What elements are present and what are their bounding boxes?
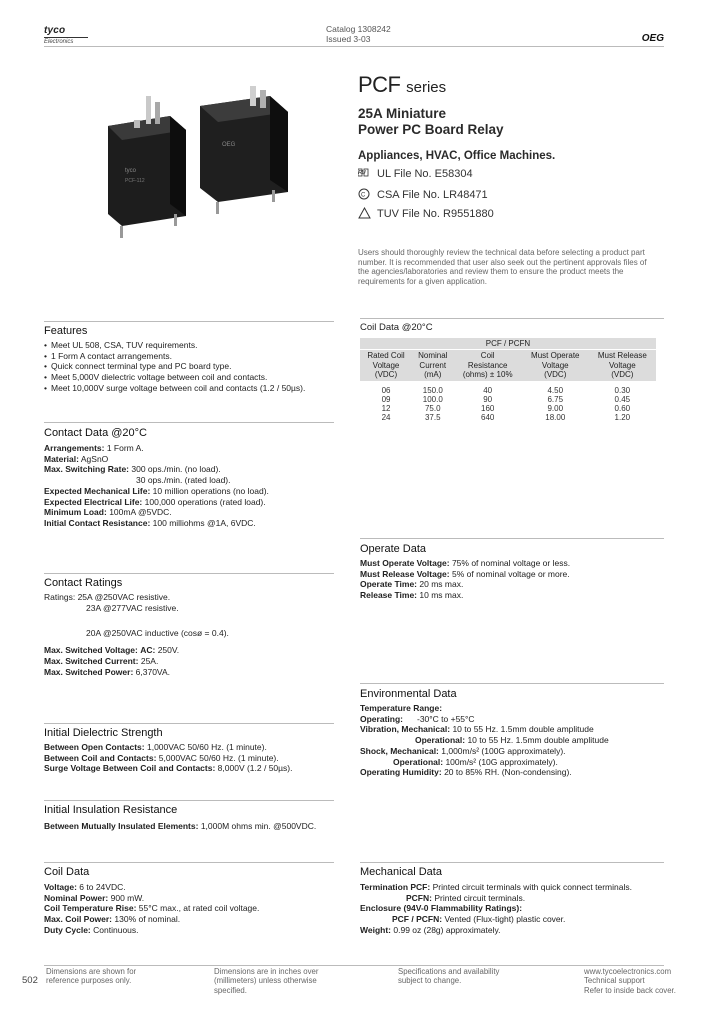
spec-value: 1,000m/s² (100G approximately).: [441, 745, 566, 756]
spec-label: Between Open Contacts:: [44, 742, 145, 752]
table-cell: 640: [481, 413, 495, 423]
spec-label: Max. Switched Power:: [44, 666, 134, 677]
table-cell: 75.0: [424, 404, 441, 414]
coil-table-divider: [360, 318, 664, 319]
table-cell: 9.00: [547, 404, 564, 414]
spec-label: AC:: [140, 645, 156, 656]
spec-value: 100 milliohms @1A, 6VDC.: [152, 517, 256, 528]
spec-value: 5% of nominal voltage or more.: [451, 568, 570, 579]
list-item: • Meet 5,000V dielectric voltage between coil and contacts.: [44, 372, 344, 383]
spec-value: AgSnO: [80, 453, 109, 464]
spec-value: 100mA @5VDC.: [109, 507, 172, 518]
spec-label: Operating:: [360, 713, 403, 724]
issue-date: Issued 3-03: [326, 34, 371, 45]
spec-value: Printed circuit terminals.: [434, 892, 526, 903]
spec-label: PCF / PCFN:: [392, 914, 443, 925]
table-header-row: [360, 350, 656, 381]
mechanical-divider: [360, 862, 664, 863]
spec-label: Surge Voltage Between Coil and Contacts:: [44, 763, 216, 774]
footer-col-1: Dimensions are shown for reference purposes only.: [46, 967, 137, 986]
spec-label: Shock, Mechanical:: [360, 745, 439, 756]
operate-data-body: [360, 558, 660, 601]
environmental-divider: [360, 683, 664, 684]
product-subtitle: [358, 106, 504, 138]
oeg-logo: OEG: [641, 33, 664, 44]
spec-value: 10 million operations (no load).: [152, 485, 269, 496]
mechanical-body: [360, 882, 665, 936]
contact-ratings-title: Contact Ratings: [44, 577, 123, 589]
spec-value: 0.99 oz (28g) approximately.: [393, 924, 501, 935]
csa-file: [358, 188, 488, 203]
spec-value: 30 ops./min. (rated load).: [136, 475, 231, 486]
spec-label: (94V-0 Flammability Ratings):: [403, 903, 523, 914]
list-item: • 1 Form A contact arrangements.: [44, 351, 344, 362]
applications: Appliances, HVAC, Office Machines.: [358, 150, 556, 162]
catalog-info: [326, 24, 391, 44]
spec-label: Between Coil and Contacts:: [44, 752, 157, 763]
table-cell: 4.50: [547, 385, 564, 395]
spec-label: Expected Mechanical Life:: [44, 485, 151, 496]
table-cell: 37.5: [424, 413, 441, 423]
spec-label: Nominal Power:: [44, 892, 109, 903]
header-divider: [44, 46, 664, 47]
relay-photo: [100, 86, 325, 246]
features-title: Features: [44, 325, 88, 337]
spec-value: Continuous.: [93, 924, 139, 935]
table-cell: 90: [483, 394, 493, 404]
spec-label: Initial Contact Resistance:: [44, 517, 151, 528]
spec-label: Max. Switched Current:: [44, 655, 139, 666]
footer-divider: [44, 965, 664, 966]
spec-label: Operating Humidity:: [360, 767, 442, 778]
brand-subtitle: Electronics: [44, 37, 88, 47]
insulation-title: Initial Insulation Resistance: [44, 804, 178, 816]
ul-file: [358, 168, 473, 182]
svg-text:ᴿᵁ: ᴿᵁ: [358, 169, 366, 179]
list-item: • Quick connect terminal type and PC board type.: [44, 361, 344, 372]
coil-data-title: Coil Data: [44, 866, 90, 878]
spec-value: 25A.: [140, 655, 159, 666]
spec-label: Weight:: [360, 924, 392, 935]
brand-name: tyco: [44, 25, 66, 36]
spec-label: PCFN:: [406, 892, 432, 903]
column-header: Must Operate Voltage (VDC): [522, 350, 589, 381]
spec-label: Voltage:: [44, 882, 77, 892]
table-cell: 06: [381, 385, 391, 395]
column-header: Nominal Current (mA): [412, 350, 453, 381]
table-cell: 12: [381, 404, 391, 414]
spec-value: -30°C to +55°C: [416, 713, 475, 724]
ul-file-number: UL File No. E58304: [377, 168, 473, 180]
spec-label: Enclosure: [360, 903, 402, 914]
spec-value: 10 to 55 Hz. 1.5mm double amplitude: [452, 724, 594, 735]
spec-value: 1 Form A.: [106, 443, 144, 453]
spec-value: 6 to 24VDC.: [79, 882, 126, 892]
csa-certified-icon: [358, 188, 377, 203]
table-cell: 40: [483, 385, 493, 395]
spec-label: Minimum Load:: [44, 507, 107, 518]
spec-label: Vibration, Mechanical:: [360, 724, 451, 735]
table-cell: 24: [381, 413, 391, 423]
spec-value: 100,000 operations (rated load).: [144, 496, 266, 507]
spec-value: 8,000V (1.2 / 50µs).: [217, 763, 293, 774]
table-row: [360, 381, 656, 395]
contact-data-divider: [44, 422, 334, 423]
brand-logo: [44, 26, 88, 47]
page-number: 502: [22, 975, 38, 986]
operate-data-divider: [360, 538, 664, 539]
catalog-number: Catalog 1308242: [326, 24, 391, 34]
product-title: [358, 74, 446, 96]
table-row: [360, 395, 656, 404]
spec-value: 20 ms max.: [419, 579, 464, 590]
spec-value: 25A @250VAC resistive.: [77, 592, 171, 602]
features-divider: [44, 321, 334, 322]
website-link[interactable]: www.tycoelectronics.com: [584, 967, 672, 976]
subtitle-line-2: Power PC Board Relay: [358, 121, 504, 137]
svg-text:PCF-112: PCF-112: [125, 178, 145, 184]
environmental-body: [360, 703, 660, 778]
spec-label: Max. Coil Power:: [44, 914, 113, 925]
list-item: • Meet 10,000V surge voltage between coil and contacts (1.2 / 50µs).: [44, 383, 344, 394]
spec-label: Coil Temperature Rise:: [44, 903, 137, 914]
column-header: Rated Coil Voltage (VDC): [360, 350, 412, 381]
svg-text:tyco: tyco: [125, 168, 137, 174]
subtitle-line-1: 25A Miniature: [358, 106, 447, 121]
table-cell: 150.0: [422, 385, 443, 395]
contact-data-title: Contact Data @20°C: [44, 427, 148, 439]
table-cell: 18.00: [545, 413, 566, 423]
spec-label: Ratings:: [44, 592, 76, 602]
spec-value: 55°C max., at rated coil voltage.: [138, 903, 260, 914]
spec-value: 23A @277VAC resistive.: [86, 602, 179, 613]
table-row: [360, 404, 656, 413]
spec-value: 250V.: [157, 645, 180, 656]
table-cell: 1.20: [614, 413, 631, 423]
spec-label: Must Release Voltage:: [360, 568, 450, 579]
coil-data-divider: [44, 862, 334, 863]
svg-text:OEG: OEG: [222, 142, 236, 148]
spec-label: Expected Electrical Life:: [44, 496, 143, 507]
spec-label: Operate Time:: [360, 579, 418, 590]
dielectric-title: Initial Dielectric Strength: [44, 727, 163, 739]
disclaimer: Users should thoroughly review the technical data before selecting a product part number. It is recommended that user also seek out the pertinent approvals files of the agencies/laboratories and review them to ensure the product meets the requirements for a given application.: [358, 248, 647, 286]
ul-recognized-icon: [358, 168, 377, 181]
table-row: [360, 413, 656, 422]
footer-col-4: www.tycoelectronics.com Technical support Refer to inside back cover.: [584, 967, 676, 995]
column-header: Must Release Voltage (VDC): [589, 350, 656, 381]
spec-label: Arrangements:: [44, 443, 105, 453]
table-cell: 6.75: [547, 394, 564, 404]
features-list: [44, 340, 344, 394]
table-group-header: PCF / PCFN: [360, 338, 656, 350]
spec-label: Temperature Range:: [360, 703, 443, 713]
spec-value: 75% of nominal voltage or less.: [451, 558, 571, 568]
spec-label: Between Mutually Insulated Elements:: [44, 821, 199, 831]
coil-table-title: Coil Data @20°C: [360, 322, 433, 333]
coil-table: [360, 338, 656, 423]
footer-col-3: Specifications and availability subject to change.: [398, 967, 500, 986]
list-item: • Meet UL 508, CSA, TUV requirements.: [44, 340, 344, 351]
spec-value: 130% of nominal.: [114, 914, 181, 925]
contact-ratings-body: [44, 592, 349, 677]
spec-label: Termination PCF:: [360, 882, 431, 892]
spec-label: Max. Switched Voltage:: [44, 645, 138, 656]
coil-data-body: [44, 882, 349, 936]
mechanical-title: Mechanical Data: [360, 866, 442, 878]
dielectric-body: [44, 742, 349, 774]
spec-value: 5,000VAC 50/60 Hz. (1 minute).: [158, 752, 279, 763]
spec-value: 300 ops./min. (no load).: [131, 464, 221, 475]
operate-data-title: Operate Data: [360, 543, 427, 555]
table-cell: 100.0: [422, 394, 443, 404]
column-header: Coil Resistance (ohms) ± 10%: [453, 350, 521, 381]
svg-text:C: C: [361, 192, 366, 199]
contact-ratings-divider: [44, 573, 334, 574]
spec-value: 20 to 85% RH. (Non-condensing).: [444, 767, 572, 778]
spec-value: Printed circuit terminals with quick connect terminals.: [432, 882, 632, 892]
environmental-title: Environmental Data: [360, 688, 457, 700]
series-label: series: [406, 79, 447, 96]
dielectric-divider: [44, 723, 334, 724]
spec-value: 6,370VA.: [135, 666, 170, 677]
spec-value: Vented (Flux-tight) plastic cover.: [444, 914, 566, 925]
footer-col-2: Dimensions are in inches over (millimeters) unless otherwise specified.: [214, 967, 319, 995]
spec-value: 100m/s² (10G approximately).: [445, 756, 558, 767]
spec-label: Release Time:: [360, 590, 418, 601]
spec-value: 20A @250VAC inductive (cosø = 0.4).: [86, 628, 229, 639]
spec-label: Max. Switching Rate:: [44, 464, 130, 475]
table-cell: 0.30: [614, 385, 631, 395]
insulation-divider: [44, 800, 334, 801]
spec-value: 10 to 55 Hz. 1.5mm double amplitude: [467, 735, 609, 746]
spec-value: 10 ms max.: [419, 590, 464, 601]
spec-value: 1,000M ohms min. @500VDC.: [200, 821, 317, 831]
spec-label: Operational:: [393, 756, 444, 767]
contact-data-body: [44, 443, 349, 529]
spec-value: 1,000VAC 50/60 Hz. (1 minute).: [146, 742, 267, 752]
spec-label: Operational:: [415, 735, 466, 746]
model-name: PCF: [358, 72, 401, 97]
csa-file-number: CSA File No. LR48471: [377, 188, 488, 201]
table-cell: 160: [481, 404, 495, 414]
spec-label: Material:: [44, 453, 79, 464]
table-cell: 0.45: [614, 394, 631, 404]
spec-label: Duty Cycle:: [44, 924, 91, 935]
tuv-triangle-icon: [358, 207, 377, 222]
table-cell: 09: [381, 394, 391, 404]
spec-value: 900 mW.: [110, 892, 145, 903]
table-cell: 0.60: [614, 404, 631, 414]
tuv-file-number: TUV File No. R9551880: [377, 207, 494, 220]
insulation-body: [44, 821, 354, 832]
tuv-file: [358, 207, 494, 222]
spec-label: Must Operate Voltage:: [360, 558, 450, 568]
